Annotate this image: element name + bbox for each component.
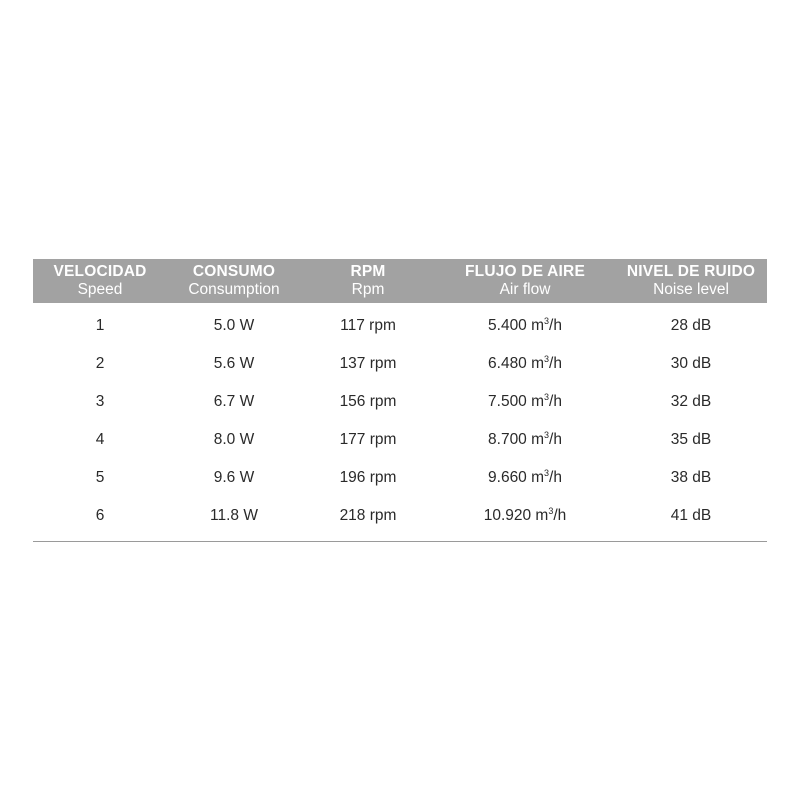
airflow-unit: /h [549, 317, 562, 334]
table-row [33, 421, 767, 459]
header-consumption-es: CONSUMO [192, 263, 276, 280]
cell-rpm: 117 rpm [340, 317, 396, 334]
airflow-exponent: 3 [544, 354, 550, 364]
header-airflow-es: FLUJO DE AIRE [464, 263, 585, 280]
cell-airflow [435, 345, 615, 383]
airflow-value: 9.660 m [488, 469, 545, 486]
header-rpm-es: RPM [350, 263, 386, 280]
cell-airflow [435, 497, 615, 542]
cell-consumption: 5.0 W [213, 317, 255, 334]
cell-noise: 28 dB [670, 317, 712, 334]
cell-consumption: 8.0 W [213, 431, 255, 448]
header-consumption-en: Consumption [188, 281, 280, 298]
table-body [33, 303, 767, 542]
table-row [33, 303, 767, 345]
airflow-unit: /h [549, 355, 562, 372]
table-header [33, 259, 767, 303]
table-row [33, 345, 767, 383]
cell-airflow [435, 383, 615, 421]
airflow-value: 5.400 m [488, 317, 545, 334]
airflow-value: 8.700 m [488, 431, 545, 448]
airflow-exponent: 3 [544, 430, 550, 440]
cell-speed: 5 [95, 469, 105, 486]
airflow-exponent: 3 [544, 392, 550, 402]
header-noise [615, 259, 767, 303]
airflow-value: 6.480 m [488, 355, 545, 372]
airflow-value: 7.500 m [488, 393, 545, 410]
header-speed-es: VELOCIDAD [53, 263, 147, 280]
cell-rpm: 137 rpm [339, 355, 397, 372]
cell-noise: 30 dB [670, 355, 712, 372]
cell-speed: 6 [33, 497, 167, 542]
header-airflow-en: Air flow [499, 281, 551, 298]
airflow-value: 10.920 m [483, 507, 549, 524]
airflow-exponent: 3 [544, 468, 550, 478]
table-row [33, 383, 767, 421]
cell-speed: 1 [95, 317, 105, 334]
header-row [33, 259, 767, 303]
cell-consumption: 6.7 W [213, 393, 255, 410]
cell-speed: 2 [95, 355, 105, 372]
cell-noise: 35 dB [670, 431, 712, 448]
table-row [33, 459, 767, 497]
table-row [33, 497, 767, 542]
header-airflow [435, 259, 615, 303]
airflow-unit: /h [553, 507, 567, 524]
cell-noise: 38 dB [670, 469, 712, 486]
airflow-exponent: 3 [544, 316, 550, 326]
header-consumption [167, 259, 301, 303]
cell-airflow [435, 421, 615, 459]
header-rpm-en: Rpm [351, 281, 385, 298]
cell-consumption: 5.6 W [213, 355, 255, 372]
cell-speed: 4 [95, 431, 105, 448]
cell-consumption: 11.8 W [167, 497, 301, 542]
header-speed [33, 259, 167, 303]
cell-rpm: 177 rpm [339, 431, 397, 448]
cell-airflow [435, 303, 615, 345]
cell-rpm: 218 rpm [301, 497, 435, 542]
cell-rpm: 196 rpm [339, 469, 397, 486]
header-noise-es: NIVEL DE RUIDO [626, 263, 756, 280]
header-rpm [301, 259, 435, 303]
airflow-unit: /h [549, 431, 562, 448]
cell-airflow [435, 459, 615, 497]
airflow-unit: /h [549, 469, 562, 486]
cell-noise: 41 dB [615, 497, 767, 542]
airflow-exponent: 3 [548, 506, 554, 516]
cell-rpm: 156 rpm [339, 393, 397, 410]
cell-consumption: 9.6 W [213, 469, 255, 486]
header-speed-en: Speed [77, 281, 123, 298]
cell-speed: 3 [95, 393, 105, 410]
header-noise-en: Noise level [653, 281, 729, 298]
airflow-unit: /h [549, 393, 562, 410]
fan-spec-table [33, 259, 767, 542]
cell-noise: 32 dB [670, 393, 712, 410]
